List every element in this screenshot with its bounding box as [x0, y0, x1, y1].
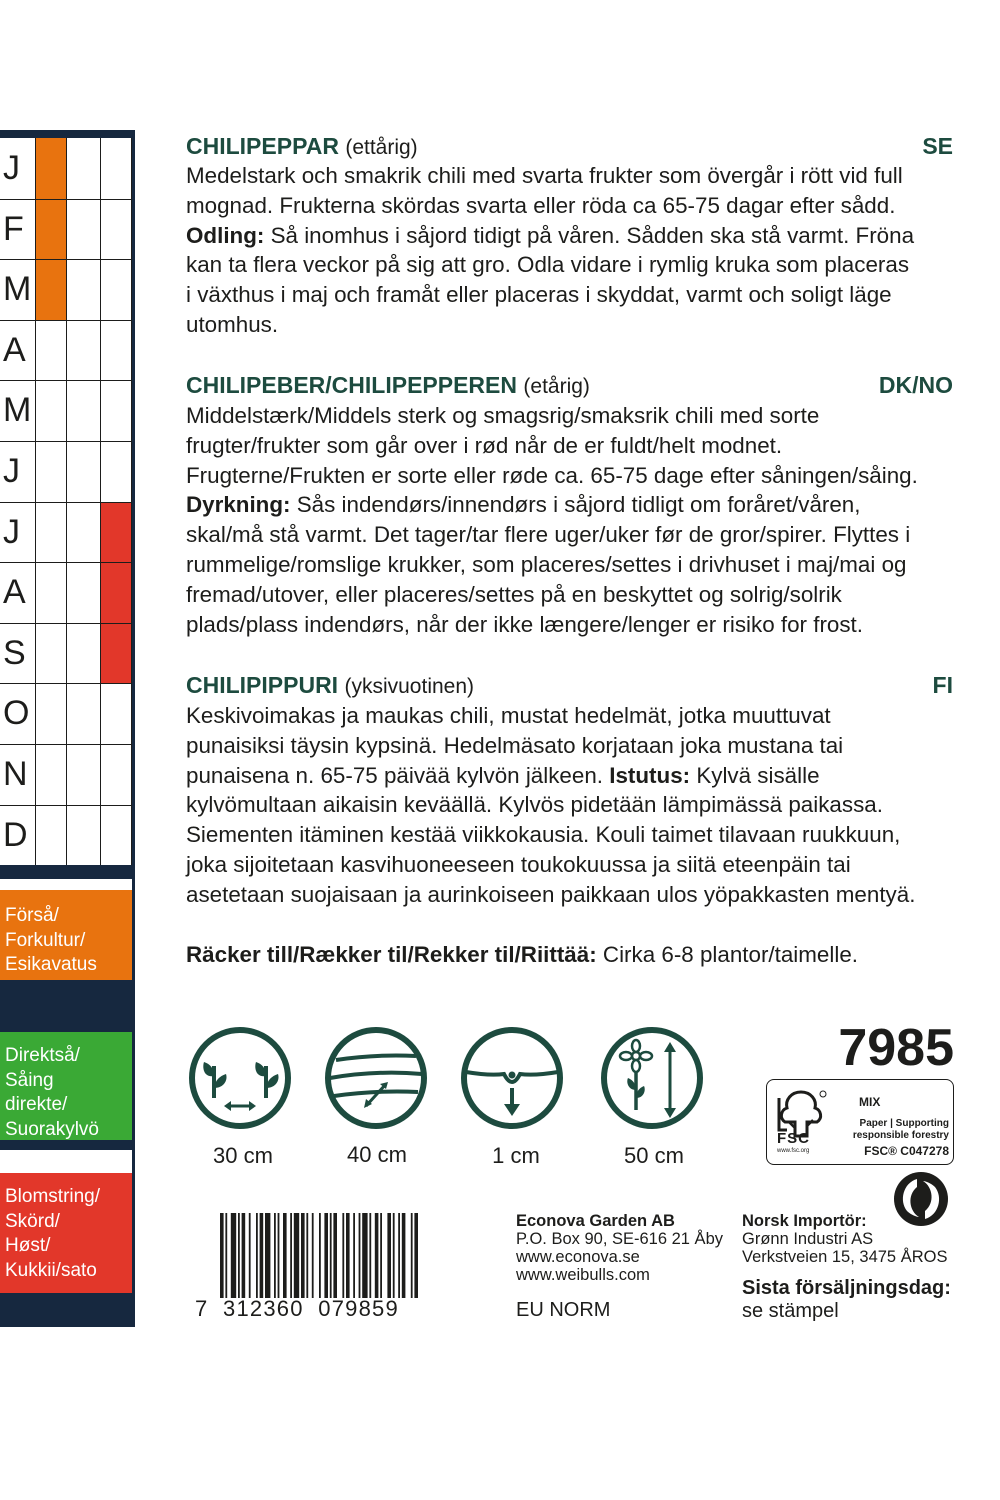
calendar-month-row — [0, 441, 132, 502]
calendar-month-row — [0, 138, 132, 199]
harvest-cell — [101, 380, 132, 441]
barcode-bar — [380, 1213, 382, 1298]
calendar-month-row — [0, 502, 132, 563]
direct-sowing-cell — [67, 380, 101, 441]
legend-line: Suorakylvö — [5, 1118, 99, 1140]
product-number: 7985 — [838, 1019, 954, 1077]
row-spacing-value: 40 cm — [347, 1142, 407, 1167]
harvest-cell — [101, 805, 132, 866]
legend-direct-sowing — [0, 1032, 132, 1140]
green-dot-recycle-icon — [893, 1171, 949, 1227]
calendar-row-divider — [0, 502, 132, 503]
direct-sowing-cell — [67, 502, 101, 563]
barcode-bar — [294, 1213, 299, 1298]
harvest-cell — [101, 320, 132, 381]
fsc-brand: FSC — [777, 1130, 810, 1147]
harvest-cell — [101, 441, 132, 502]
sowing-indoor-cell — [36, 138, 67, 199]
direct-sowing-cell — [67, 138, 101, 199]
legend-line: Esikavatus — [5, 954, 97, 975]
month-letter: M — [3, 270, 32, 309]
barcode-bar — [274, 1213, 276, 1298]
description-dk — [186, 401, 953, 639]
legend-line: Såing — [5, 1069, 54, 1091]
barcode-bar — [402, 1213, 406, 1298]
barcode-bar — [369, 1213, 371, 1298]
text-line: asetetaan suojaisaan ja aurinkoiseen paikkaan ulos yöpakkasten mentyä. — [186, 881, 916, 907]
legend-line: Skörd/ — [5, 1210, 60, 1232]
fsc-site: www.fsc.org — [777, 1148, 810, 1154]
sowing-indoor-cell — [36, 320, 67, 381]
calendar-month-row — [0, 380, 132, 441]
company-address: P.O. Box 90, SE-616 21 Åby — [516, 1230, 723, 1248]
barcode-bar — [278, 1213, 280, 1298]
harvest-cell — [101, 744, 132, 805]
yield-info — [186, 940, 953, 970]
fsc-label — [766, 1079, 954, 1165]
sowing-indoor-cell — [36, 380, 67, 441]
barcode-bar — [256, 1213, 258, 1298]
text-line: punaisiksi täysin kypsinä. Hedelmäsato korjataan joka mustana tai — [186, 732, 844, 758]
barcode-bar — [398, 1213, 400, 1298]
legend-bloom-harvest — [0, 1173, 132, 1293]
text-line: Siementen itäminen kestää viikkokausia. Kouli taimet tilavaan ruukkuun, — [186, 822, 901, 848]
barcode-bar — [290, 1213, 292, 1298]
calendar-row-divider — [0, 259, 132, 260]
direct-sowing-cell — [67, 683, 101, 744]
importer-name: Grønn Industri AS — [742, 1230, 874, 1248]
month-letter: A — [3, 330, 26, 369]
calendar-right-bar — [132, 130, 135, 1327]
text-line: kylvömultaan aikaisin keväällä. Kylvös pidetään lämpimässä paikassa. — [186, 792, 883, 818]
label-dyrkning: Dyrkning: — [186, 492, 291, 518]
direct-sowing-cell — [67, 744, 101, 805]
calendar-top-bar — [0, 130, 135, 138]
calendar-month-row — [0, 259, 132, 320]
barcode-bar — [342, 1213, 344, 1298]
month-letter: A — [3, 573, 26, 612]
direct-sowing-cell — [67, 623, 101, 684]
sowing-indoor-cell — [36, 502, 67, 563]
calendar-row-divider — [0, 805, 132, 806]
text-line: fremad/utover, eller placeres/settes på en beskyttet og solrig/solrik — [186, 581, 842, 607]
month-letter: J — [3, 149, 20, 187]
text-line: Middelstærk/Middels sterk og smagsrig/smaksrik chili med sorte — [186, 403, 820, 428]
section-header-dk — [186, 370, 953, 400]
language-code-fi: FI — [932, 672, 953, 698]
text-line: utomhus. — [186, 311, 279, 337]
section-header-fi — [186, 670, 953, 700]
direct-sowing-cell — [67, 320, 101, 381]
plant-spacing-icon — [188, 1026, 292, 1130]
company-web-weibulls: www.weibulls.com — [516, 1266, 650, 1284]
barcode-bar — [220, 1213, 224, 1298]
text-line: Så inomhus i såjord tidigt på våren. Sådden ska stå varmt. Fröna — [264, 222, 915, 248]
product-subtitle-dk: (etårig) — [523, 375, 590, 398]
barcode-bar — [249, 1213, 251, 1298]
calendar-divider — [0, 865, 132, 879]
legend-line: Blomstring/ — [5, 1186, 101, 1207]
barcode-bar — [375, 1213, 379, 1298]
barcode-bar — [330, 1213, 332, 1298]
text-line: Medelstark och smakrik chili med svarta frukter som övergår i rött vid full — [186, 163, 903, 188]
importer-address: Verkstveien 15, 3475 ÅROS — [742, 1248, 948, 1266]
text-line: Frugterne/Frukten er sorte eller røde ca. 65-75 dage efter såningen/såing. — [186, 462, 918, 488]
sowing-indoor-cell — [36, 744, 67, 805]
barcode-bar — [265, 1213, 270, 1298]
direct-sowing-cell — [67, 441, 101, 502]
month-letter: D — [3, 815, 28, 854]
direct-sowing-cell — [67, 199, 101, 260]
product-subtitle-se: (ettårig) — [345, 136, 418, 159]
calendar-row-divider — [0, 623, 132, 624]
barcode-bar — [301, 1213, 305, 1298]
section-header-se — [186, 131, 953, 161]
barcode-bar — [319, 1213, 321, 1298]
product-subtitle-fi: (yksivuotinen) — [344, 675, 475, 698]
importer-title: Norsk Importör: — [742, 1212, 867, 1230]
month-letter: N — [3, 755, 28, 793]
barcode-bar — [324, 1213, 328, 1298]
legend-line: Forkultur/ — [5, 929, 86, 951]
text-line: kan ta flera veckor på sig att gro. Odla vidare i rymlig kruka som placeras — [186, 252, 910, 278]
calendar-month-row — [0, 744, 132, 805]
plant-height-icon — [600, 1026, 704, 1130]
barcode-bar — [393, 1213, 395, 1298]
fsc-code: FSC® C047278 — [864, 1144, 949, 1158]
calendar-divider — [0, 971, 132, 1032]
calendar-row-divider — [0, 683, 132, 684]
calendar-month-row — [0, 805, 132, 866]
language-code-se: SE — [922, 133, 953, 159]
yield-value: Cirka 6-8 plantor/taimelle. — [596, 942, 859, 967]
direct-sowing-cell — [67, 259, 101, 320]
barcode-bar — [231, 1213, 236, 1298]
calendar-bottom-bar — [0, 1293, 132, 1327]
barcode-bar — [312, 1213, 314, 1298]
plant-spacing-value: 30 cm — [213, 1143, 273, 1168]
barcode-bar — [353, 1213, 355, 1298]
fsc-line2: responsible forestry — [852, 1130, 949, 1141]
text-line: skal/må stå varmt. Det tager/tar flere uger/uker før de gror/spirer. Flyttes i — [186, 522, 911, 548]
legend-line: Förså/ — [5, 905, 59, 926]
calendar-month-row — [0, 683, 132, 744]
calendar-row-divider — [0, 744, 132, 745]
calendar-row-divider — [0, 199, 132, 200]
sowing-indoor-cell — [36, 805, 67, 866]
calendar-row-divider — [0, 320, 132, 321]
calendar-row-divider — [0, 380, 132, 381]
text-line: punaisena n. 65-75 päivää kylvön jälkeen. — [186, 762, 604, 788]
calendar-month-row — [0, 320, 132, 381]
text-line: plads/plass indendørs, når der ikke længere/lenger er risiko for frost. — [186, 611, 863, 637]
calendar-row-divider — [0, 562, 132, 563]
calendar-column-divider — [35, 138, 36, 865]
barcode — [220, 1213, 467, 1303]
text-line: i växthus i maj och framåt eller placeras i skyddat, varmt och soligt läge — [186, 282, 892, 308]
harvest-cell — [101, 259, 132, 320]
text-line: mognad. Frukterna skördas svarta eller röda ca 65-75 dagar efter sådd. — [186, 192, 896, 218]
direct-sowing-cell — [67, 805, 101, 866]
legend-sowing-indoor — [0, 890, 132, 980]
sowing-depth-icon — [460, 1026, 564, 1130]
label-odling: Odling: — [186, 222, 265, 248]
company-web-econova: www.econova.se — [516, 1248, 640, 1266]
legend-line: Høst/ — [5, 1235, 51, 1256]
barcode-bar — [333, 1213, 337, 1298]
month-letter: J — [3, 452, 20, 490]
month-letter: M — [3, 391, 32, 430]
barcode-bar — [242, 1213, 246, 1298]
barcode-bar — [225, 1213, 227, 1298]
yield-label: Räcker till/Rækker til/Rekker til/Riittää: — [186, 942, 597, 967]
legend-line: Kukkii/sato — [5, 1259, 97, 1281]
barcode-bar — [260, 1213, 264, 1298]
harvest-cell — [101, 502, 132, 563]
month-letter: F — [3, 209, 24, 248]
sowing-indoor-cell — [36, 199, 67, 260]
month-letter: J — [3, 512, 20, 551]
barcode-bar — [414, 1213, 418, 1298]
legend-line: Direktså/ — [5, 1045, 80, 1066]
direct-sowing-cell — [67, 562, 101, 623]
fsc-mix: MIX — [859, 1095, 881, 1109]
description-fi — [186, 701, 953, 910]
harvest-cell — [101, 562, 132, 623]
barcode-bar — [387, 1213, 391, 1298]
last-sale-title: Sista försäljningsdag: — [742, 1277, 951, 1299]
last-sale-value: se stämpel — [742, 1300, 839, 1322]
sowing-indoor-cell — [36, 623, 67, 684]
product-title-dk: CHILIPEBER/CHILIPEPPEREN — [186, 372, 517, 398]
calendar-month-row — [0, 623, 132, 684]
row-spacing-icon — [324, 1026, 428, 1130]
calendar-row-divider — [0, 441, 132, 442]
legend-line: direkte/ — [5, 1094, 68, 1115]
harvest-cell — [101, 683, 132, 744]
barcode-bar — [346, 1213, 350, 1298]
harvest-cell — [101, 199, 132, 260]
barcode-bar — [238, 1213, 240, 1298]
company-name: Econova Garden AB — [516, 1212, 675, 1230]
text-line: joka sijoitetaan kasvihuoneeseen toukokuussa ja siitä eteenpäin tai — [186, 851, 851, 877]
barcode-bar — [283, 1213, 287, 1298]
sowing-calendar — [0, 130, 135, 1327]
calendar-month-row — [0, 562, 132, 623]
sowing-indoor-cell — [36, 562, 67, 623]
barcode-bar — [362, 1213, 367, 1298]
sowing-depth-value: 1 cm — [492, 1143, 540, 1168]
text-line: Sås indendørs/innendørs i såjord tidligt om foråret/våren, — [290, 492, 861, 518]
text-line: Keskivoimakas ja maukas chili, mustat hedelmät, jotka muuttuvat — [186, 703, 831, 728]
product-title-fi: CHILIPIPPURI — [186, 672, 339, 698]
barcode-bar — [359, 1213, 361, 1298]
month-letter: S — [3, 633, 26, 672]
text-line: Kylvä sisälle — [690, 762, 820, 788]
barcode-number: 7 312360 079859 — [195, 1296, 399, 1321]
barcode-bar — [306, 1213, 308, 1298]
eu-norm: EU NORM — [516, 1299, 611, 1321]
harvest-cell — [101, 623, 132, 684]
description-se — [186, 161, 953, 340]
text-line: rummelige/romslige krukker, som placeres/settes i drivhuset i maj/mai og — [186, 551, 907, 577]
sowing-indoor-cell — [36, 441, 67, 502]
product-title-se: CHILIPEPPAR — [186, 133, 339, 159]
sowing-indoor-cell — [36, 259, 67, 320]
calendar-month-row — [0, 199, 132, 260]
sowing-indoor-cell — [36, 683, 67, 744]
language-code-dk: DK/NO — [878, 372, 953, 398]
barcode-bar — [411, 1213, 413, 1298]
plant-height-value: 50 cm — [624, 1143, 684, 1168]
label-istutus: Istutus: — [609, 762, 691, 788]
month-letter: O — [3, 694, 30, 733]
harvest-cell — [101, 138, 132, 199]
fsc-line1: Paper | Supporting — [859, 1118, 949, 1129]
text-line: frugter/frukter som går over i rød når de er fuldt/helt modnet. — [186, 432, 783, 458]
